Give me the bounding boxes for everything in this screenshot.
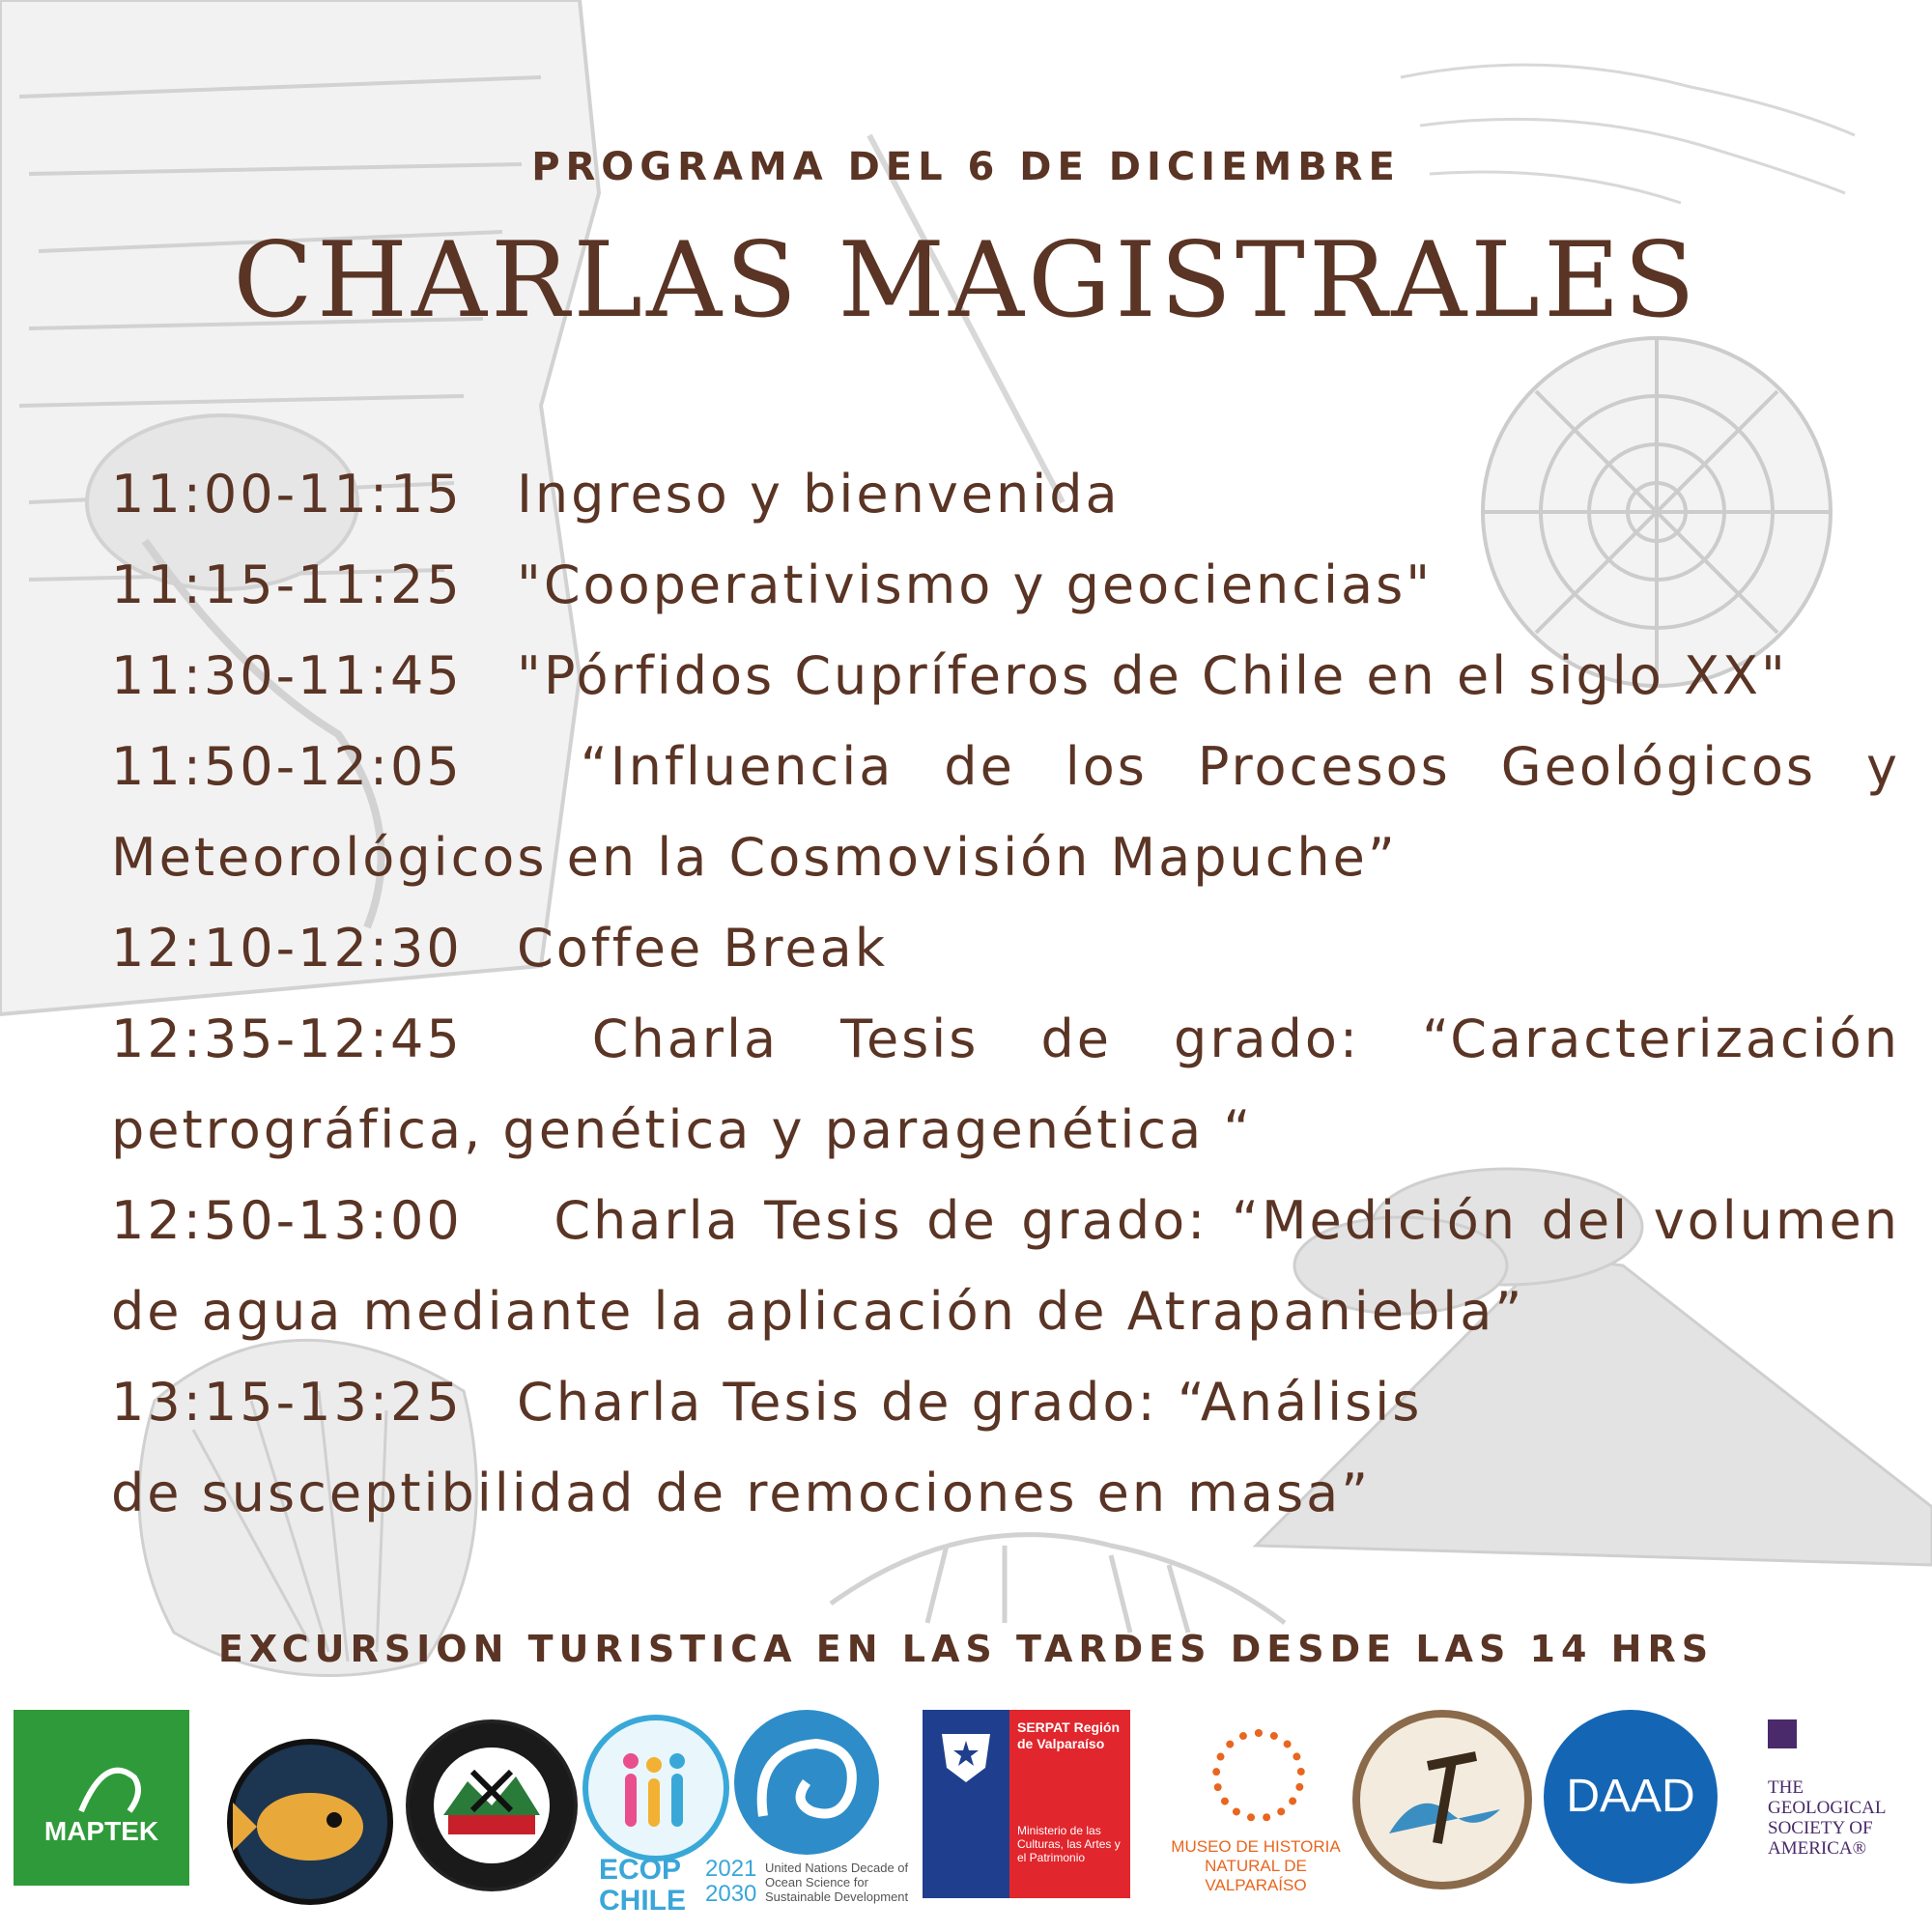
schedule-text: “Influencia de los Procesos Geológicos y Meteorológicos en la Cosmovisión Mapuche” <box>111 736 1900 888</box>
schedule-time: 12:50-13:00 <box>111 1190 463 1251</box>
mar-y-ciencia-logo <box>227 1739 393 1905</box>
congreso-geocientificos-logo <box>1352 1710 1532 1889</box>
schedule-item-continuation <box>111 1448 1900 1539</box>
excursion-notice: EXCURSION TURISTICA EN LAS TARDES DESDE LAS 14 HRS <box>217 1628 1715 1670</box>
moa-emblem-icon <box>410 1723 574 1888</box>
museo-historia-natural-label: MUSEO DE HISTORIA NATURAL DE VALPARAÍSO <box>1171 1837 1341 1894</box>
ocean-decade-label: United Nations Decade of Ocean Science for Sustainable Development <box>765 1861 909 1904</box>
schedule-item <box>111 449 1900 540</box>
schedule-item <box>111 994 1900 1176</box>
schedule-time: 12:35-12:45 <box>111 1009 463 1069</box>
sponsor-logos <box>0 1700 1932 1932</box>
maptek-logo <box>14 1710 189 1886</box>
ocean-decade-wave-icon <box>734 1710 879 1855</box>
schedule-text: Charla Tesis de grado: “Medición del volumen de agua mediante la aplicación de Atrapaniebla” <box>111 1190 1900 1342</box>
schedule-item <box>111 1176 1900 1357</box>
coat-of-arms-icon <box>923 1710 1009 1797</box>
universidad-de-moa-logo <box>406 1719 578 1891</box>
schedule-time: 12:10-12:30 <box>111 918 463 979</box>
chile-government-emblem <box>923 1710 1009 1898</box>
hammer-wave-icon <box>1360 1718 1524 1882</box>
schedule-text: Ingreso y bienvenida <box>517 464 1121 525</box>
schedule-time: 11:30-11:45 <box>111 645 463 706</box>
ecop-chile-label: ECOP CHILE <box>599 1854 686 1917</box>
schedule-text: "Cooperativismo y geociencias" <box>517 554 1434 615</box>
schedule-item <box>111 1357 1900 1448</box>
ministry-label: Ministerio de las Culturas, las Artes y el Patrimonio <box>1017 1824 1121 1864</box>
ecop-chile-emblem <box>582 1715 729 1861</box>
schedule-time: 11:50-12:05 <box>111 736 463 797</box>
schedule-item <box>111 903 1900 994</box>
schedule-list <box>111 449 1900 1539</box>
daad-logo: DAAD <box>1544 1710 1718 1884</box>
people-icon <box>588 1720 724 1856</box>
ecop-years-label: 2021 2030 <box>705 1856 757 1907</box>
schedule-time: 13:15-13:25 <box>111 1372 463 1433</box>
serpat-title: SERPAT Región de Valparaíso <box>1017 1719 1121 1751</box>
schedule-item <box>111 631 1900 722</box>
geological-society-of-america-label: THE GEOLOGICAL SOCIETY OF AMERICA® <box>1768 1777 1886 1859</box>
fish-icon <box>233 1745 387 1899</box>
gsa-mark-icon <box>1768 1719 1797 1748</box>
schedule-text: de susceptibilidad de remociones en masa” <box>111 1463 1372 1523</box>
maptek-logo-text: MAPTEK <box>43 1816 159 1846</box>
schedule-text: Charla Tesis de grado: “Caracterización petrográfica, genética y paragenética “ <box>111 1009 1900 1160</box>
schedule-time: 11:15-11:25 <box>111 554 463 615</box>
page-title: CHARLAS MAGISTRALES <box>233 220 1699 341</box>
schedule-item <box>111 722 1900 903</box>
schedule-text: Charla Tesis de grado: “Análisis <box>517 1372 1423 1433</box>
museo-sun-icon <box>1212 1729 1305 1822</box>
program-date-subtitle: PROGRAMA DEL 6 DE DICIEMBRE <box>531 145 1401 189</box>
schedule-time: 11:00-11:15 <box>111 464 463 525</box>
maptek-arc-icon <box>14 1719 189 1826</box>
schedule-text: Coffee Break <box>517 918 889 979</box>
schedule-text: "Pórfidos Cupríferos de Chile en el siglo XX" <box>517 645 1788 706</box>
schedule-item <box>111 540 1900 631</box>
serpat-logo <box>1009 1710 1130 1898</box>
